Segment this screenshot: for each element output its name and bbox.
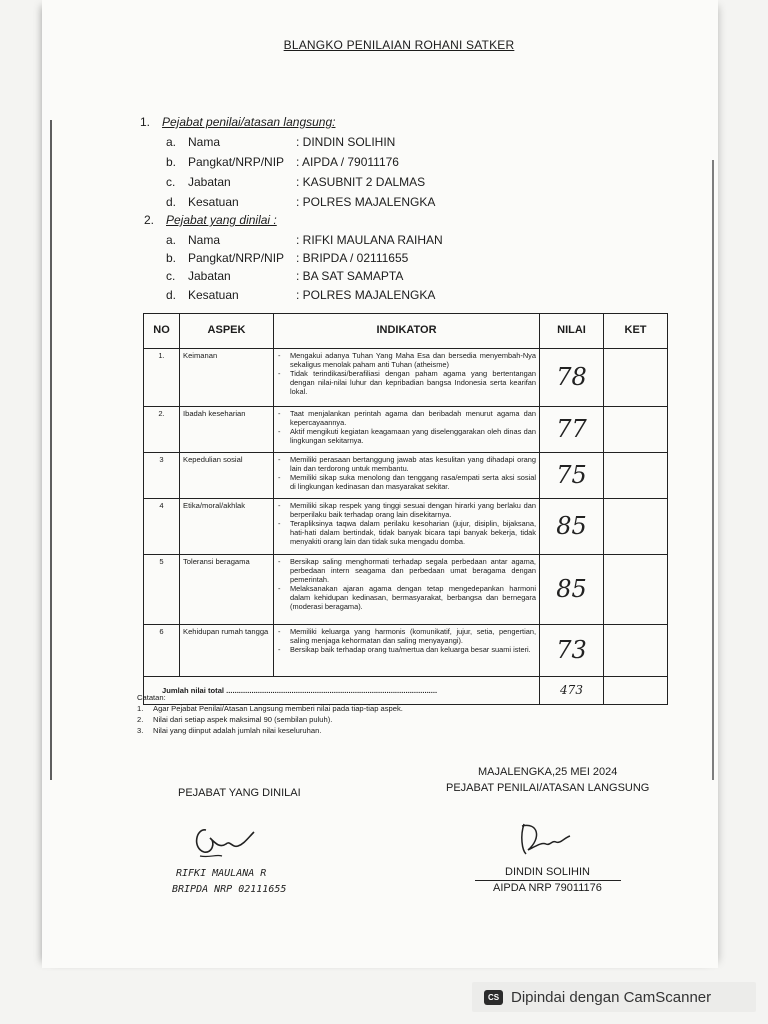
page-edge-shadow (712, 160, 714, 780)
row-indicators (274, 407, 540, 453)
indicator-item: - Memiliki keluarga yang harmonis (komunikatif, jujur, setia, pengertian, saling menjaga kehormatan dan saling menyayangi). (287, 627, 536, 645)
row-indicators (274, 453, 540, 499)
row-remark (604, 499, 668, 555)
note-text: Nilai yang diinput adalah jumlah nilai keseluruhan. (153, 726, 322, 735)
header-ket: KET (604, 314, 668, 349)
row-remark (604, 453, 668, 499)
row-indicators (274, 349, 540, 407)
row-value: : AIPDA / 79011176 (296, 155, 399, 169)
total-label-cell: Jumlah nilai total .................................................................................................... (144, 677, 540, 705)
total-score: 473 (540, 677, 604, 705)
section-2-heading (144, 213, 277, 227)
table-row (144, 453, 668, 499)
table-row (144, 407, 668, 453)
row-remark (604, 407, 668, 453)
evaluator-signature-title: PEJABAT PENILAI/ATASAN LANGSUNG (446, 782, 650, 794)
notes-heading: Catatan: (137, 693, 166, 702)
row-label: Pangkat/NRP/NIP (188, 251, 285, 265)
note-item (137, 714, 403, 725)
row-letter: c. (166, 269, 176, 283)
row-remark (604, 625, 668, 677)
row-score: 78 (540, 349, 604, 407)
header-indikator: INDIKATOR (274, 314, 540, 349)
total-label: Jumlah nilai total (162, 685, 225, 695)
row-aspect: Kepedulian sosial (180, 453, 274, 499)
assessed-handwritten-nrp: BRIPDA NRP 02111655 (172, 884, 287, 895)
note-number: 1. (137, 704, 144, 713)
table-header-row (144, 314, 668, 349)
row-aspect: Keimanan (180, 349, 274, 407)
row-value: : BRIPDA / 02111655 (296, 251, 409, 265)
row-indicators (274, 499, 540, 555)
row-letter: d. (166, 288, 177, 302)
row-letter: c. (166, 175, 176, 189)
row-number: 3 (144, 453, 180, 499)
row-score: 73 (540, 625, 604, 677)
row-letter: a. (166, 135, 177, 149)
page-edge-shadow (50, 120, 52, 780)
row-aspect: Etika/moral/akhlak (180, 499, 274, 555)
row-score: 85 (540, 555, 604, 625)
row-letter: b. (166, 251, 177, 265)
table-row (144, 555, 668, 625)
row-label: Kesatuan (188, 288, 239, 302)
section-number: 2. (144, 213, 155, 227)
row-score: 75 (540, 453, 604, 499)
assessed-signature-icon (186, 818, 266, 868)
indicator-item: - Mengakui adanya Tuhan Yang Maha Esa dan bersedia menyembah-Nya sekaligus menolak paham anti Tuhan (atheisme) (287, 351, 536, 369)
row-value: : POLRES MAJALENGKA (296, 195, 436, 209)
note-number: 3. (137, 726, 144, 735)
header-aspek: ASPEK (180, 314, 274, 349)
row-value: : RIFKI MAULANA RAIHAN (296, 233, 443, 247)
indicator-item: - Tidak terindikasi/berafiliasi dengan paham agama yang bertentangan dengan nilai-nilai luhur dan kepribadian bangsa Indonesia serta kearifan lokal. (287, 369, 536, 396)
total-remark (604, 677, 668, 705)
assessment-table (143, 313, 668, 705)
row-value: : BA SAT SAMAPTA (296, 269, 404, 283)
table-row (144, 499, 668, 555)
row-value: : KASUBNIT 2 DALMAS (296, 175, 426, 189)
evaluator-name: DINDIN SOLIHIN (505, 866, 590, 878)
row-indicators (274, 625, 540, 677)
row-score: 77 (540, 407, 604, 453)
row-label: Kesatuan (188, 195, 239, 209)
row-score: 85 (540, 499, 604, 555)
row-letter: a. (166, 233, 177, 247)
indicator-item: - Aktif mengikuti kegiatan keagamaan yang diselenggarakan oleh dinas dan lingkungan sekitarnya. (287, 427, 536, 445)
section-number: 1. (140, 115, 151, 129)
camscanner-watermark (472, 982, 756, 1012)
row-aspect: Toleransi beragama (180, 555, 274, 625)
note-text: Nilai dari setiap aspek maksimal 90 (sembilan puluh). (153, 715, 333, 724)
row-indicators (274, 555, 540, 625)
indicator-item: - Terapliksinya taqwa dalam perilaku kesoharian (jujur, disiplin, bijaksana, hati-hati dalam bertindak, tidak banyak bicara tapi banyak bekerja, tidak menyakiti orang lain dan tidak suka mengadu domba. (287, 519, 536, 546)
section-title: Pejabat penilai/atasan langsung: (162, 115, 336, 129)
evaluator-nrp: AIPDA NRP 79011176 (493, 882, 602, 894)
row-number: 2. (144, 407, 180, 453)
watermark-text: Dipindai dengan CamScanner (511, 988, 712, 1006)
row-label: Jabatan (188, 269, 231, 283)
row-remark (604, 349, 668, 407)
section-title: Pejabat yang dinilai : (166, 213, 277, 227)
row-label: Nama (188, 233, 221, 247)
row-remark (604, 555, 668, 625)
row-number: 6 (144, 625, 180, 677)
indicator-item: - Melaksanakan ajaran agama dengan tetap mengedepankan harmoni dalam kehidupan kedinasan, bermasyarakat, berbangsa dan bernegara (moderasi beragama). (287, 584, 536, 611)
row-aspect: Ibadah keseharian (180, 407, 274, 453)
row-letter: b. (166, 155, 177, 169)
indicator-item: - Memiliki perasaan bertanggung jawab atas kesulitan yang dihadapi orang lain dan terdorong untuk membantu. (287, 455, 536, 473)
row-value: : POLRES MAJALENGKA (296, 288, 436, 302)
note-item (137, 703, 403, 714)
row-label: Pangkat/NRP/NIP (188, 155, 285, 169)
note-item (137, 725, 403, 736)
row-label: Jabatan (188, 175, 231, 189)
indicator-item: - Bersikap saling menghormati terhadap segala perbedaan antar agama, perbedaan intern seagama dan perbedaan umat beragama dengan pemerintah. (287, 557, 536, 584)
indicator-item: - Taat menjalankan perintah agama dan beribadah menurut agama dan kepercayaannya. (287, 409, 536, 427)
row-aspect: Kehidupan rumah tangga (180, 625, 274, 677)
assessed-signature-title: PEJABAT YANG DINILAI (178, 787, 301, 799)
signature-divider (475, 880, 621, 881)
row-number: 5 (144, 555, 180, 625)
header-nilai: NILAI (540, 314, 604, 349)
row-number: 4 (144, 499, 180, 555)
header-no: NO (144, 314, 180, 349)
assessed-handwritten-name: RIFKI MAULANA R (176, 868, 267, 879)
notes-block (137, 692, 403, 736)
row-label: Nama (188, 135, 221, 149)
place-date: MAJALENGKA,25 MEI 2024 (478, 766, 618, 778)
indicator-item: - Memiliki sikap respek yang tinggi sesuai dengan hirarki yang berlaku dan berperilaku baik terhadap orang lain disekitarnya. (287, 501, 536, 519)
table-row (144, 349, 668, 407)
note-number: 2. (137, 715, 144, 724)
indicator-item: - Memiliki sikap suka menolong dan tenggang rasa/empati serta aksi sosial di lingkungan kedinasan dan masyarakat sekitar. (287, 473, 536, 491)
row-value: : DINDIN SOLIHIN (296, 135, 396, 149)
document-title: BLANGKO PENILAIAN ROHANI SATKER (283, 38, 515, 52)
note-text: Agar Pejabat Penilai/Atasan Langsung memberi nilai pada tiap-tiap aspek. (153, 704, 403, 713)
row-letter: d. (166, 195, 177, 209)
row-number: 1. (144, 349, 180, 407)
camscanner-logo-icon: CS (484, 990, 503, 1005)
evaluator-signature-icon (512, 816, 582, 860)
table-row (144, 625, 668, 677)
indicator-item: - Bersikap baik terhadap orang tua/mertua dan keluarga besar suami isteri. (287, 645, 536, 654)
section-1-heading (140, 115, 335, 129)
